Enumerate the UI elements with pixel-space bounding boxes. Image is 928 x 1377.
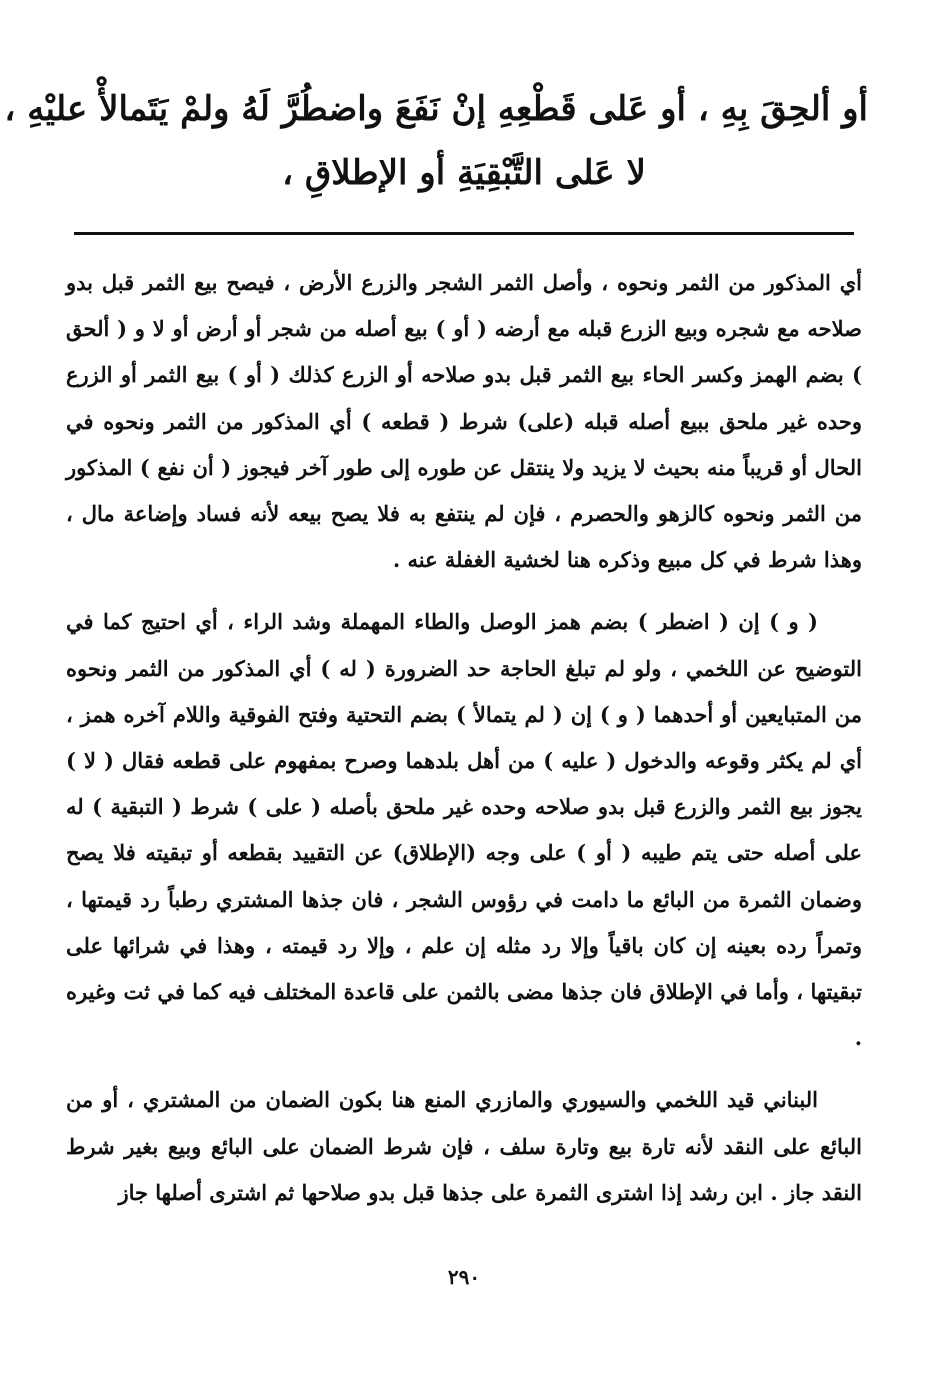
main-text-line-1: أو ألحِقَ بِهِ ، أو عَلى قَطْعِهِ إنْ نَفَعَ واضطُرَّ لَهُ ولمْ يَتَمالأْ عليْهِ ، — [4, 89, 868, 129]
separator-rule — [74, 232, 854, 235]
commentary-paragraph-2: ( و ) إن ( اضطر ) بضم همز الوصل والطاء المهملة وشد الراء ، أي احتيج كما في التوضيح عن اللخمي ، ولو لم تبلغ الحاجة حد الضرورة ( له ) أي المذكور من الثمر ونحوه من المتبايعين أو أحدهما ( و ) إن ( لم يتمالأ ) بضم التحتية وفتح الفوقية واللام آخره همز ، أي لم يكثر وقوعه والدخول ( عليه ) من أهل بلدهما وصرح بمفهوم على قطعه فقال ( لا ) يجوز بيع الثمر والزرع قبل بدو صلاحه وحده غير ملحق بأصله ( على ) شرط ( التبقية ) له على أصله حتى يتم طيبه ( أو ) على وجه (الإطلاق) عن التقييد بقطعه أو تبقيته فلا يصح وضمان الثمرة من البائع ما دامت في رؤوس الشجر ، فان جذها المشتري رطباً رد قيمتها ، وتمراً رده بعينه إن كان باقياً وإلا رد مثله إن علم ، وإلا رد قيمته ، وهذا في شرائها على تبقيتها ، وأما في الإطلاق فان جذها مضى بالثمن على قاعدة المختلف فيه كما في ثت وغيره . — [66, 609, 862, 1051]
main-text-verse — [4, 88, 868, 194]
page-number: ٢٩٠ — [447, 1265, 481, 1289]
main-text-line-2: لا عَلى التَّبْقِيَةِ أو الإطلاقِ ، — [282, 153, 646, 193]
commentary — [66, 260, 862, 1216]
commentary-paragraph-1: أي المذكور من الثمر ونحوه ، وأصل الثمر الشجر والزرع الأرض ، فيصح بيع الثمر قبل بدو صلاحه مع شجره وبيع الزرع قبله مع أرضه ( أو ) بيع أصله من شجر أو أرض أو لا و ( ألحق ) بضم الهمز وكسر الحاء بيع الثمر قبل بدو صلاحه أو الزرع كذلك ( أو ) بيع الثمر أو الزرع وحده غير ملحق ببيع أصله قبله (على) شرط ( قطعه ) أي المذكور من الثمر ونحوه في الحال أو قريباً منه بحيث لا يزيد ولا ينتقل عن طوره إلى طور آخر فيجوز ( أن نفع ) المذكور من الثمر ونحوه كالزهو والحصرم ، فإن لم ينتفع به فلا يصح بيعه لأنه فساد وإضاعة مال ، وهذا شرط في كل مبيع وذكره هنا لخشية الغفلة عنه . — [66, 270, 862, 573]
commentary-paragraph-3: البناني قيد اللخمي والسيوري والمازري المنع هنا بكون الضمان من المشتري ، أو من البائع على النقد لأنه تارة بيع وتارة سلف ، فإن شرط الضمان على البائع وبيع بغير شرط النقد جاز . ابن رشد إذا اشترى الثمرة على جذها قبل بدو صلاحها ثم اشترى أصلها جاز — [66, 1087, 862, 1205]
